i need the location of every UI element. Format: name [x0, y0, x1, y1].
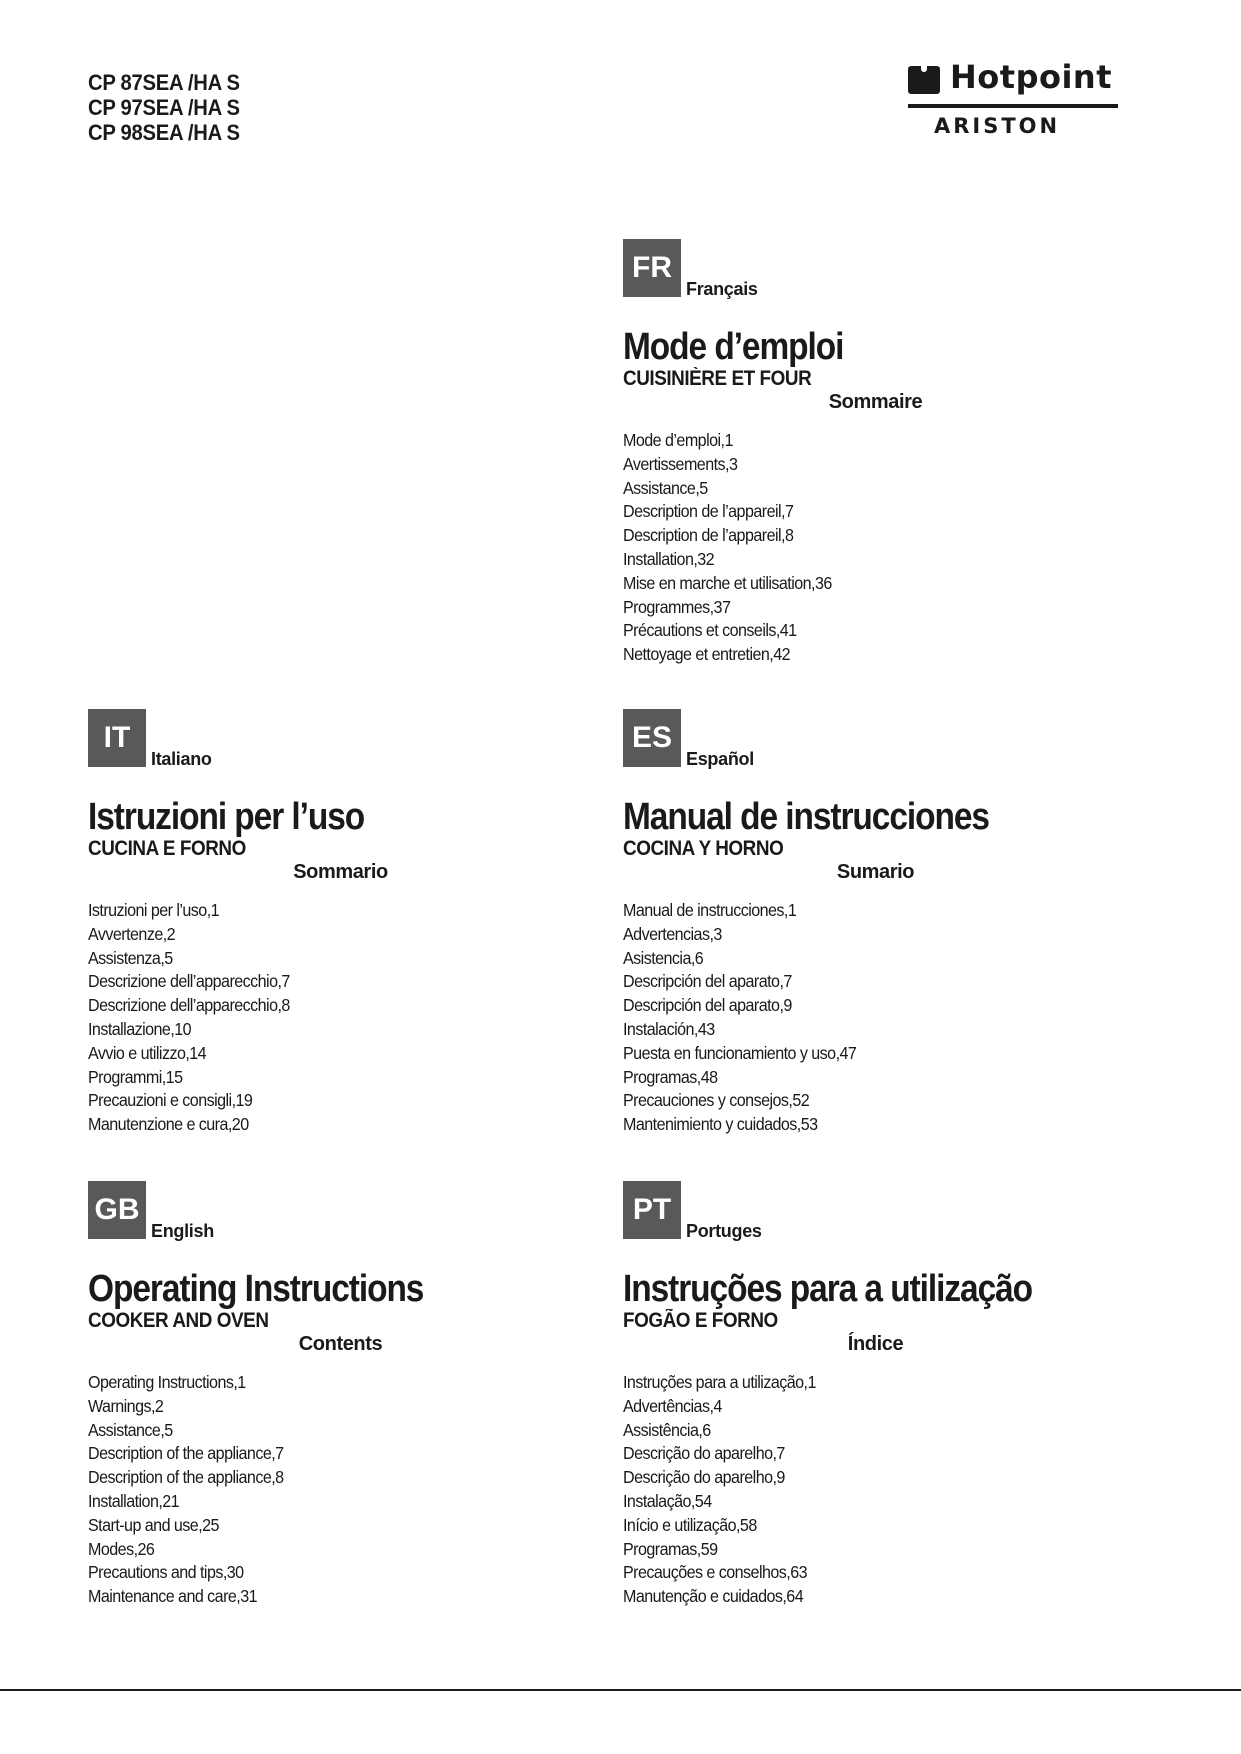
language-badge: FR	[623, 239, 681, 297]
toc-item[interactable]: Modes,26	[88, 1538, 155, 1559]
toc-item[interactable]: Warnings,2	[88, 1395, 164, 1416]
section-subtitle: COCINA Y HORNO	[623, 837, 784, 860]
toc-item[interactable]: Description of the appliance,8	[88, 1467, 284, 1488]
toc-heading: Sommario	[293, 861, 388, 883]
toc-item[interactable]: Maintenance and care,31	[88, 1586, 258, 1607]
toc-item[interactable]: Avvio e utilizzo,14	[88, 1042, 207, 1063]
toc-item[interactable]: Precauzioni e consigli,19	[88, 1090, 253, 1111]
toc-heading: Índice	[847, 1333, 904, 1355]
model-number: CP 87SEA /HA S	[88, 70, 240, 95]
toc-item[interactable]: Mode d’emploi,1	[623, 430, 733, 450]
table-of-contents	[88, 1371, 284, 1609]
toc-item[interactable]: Instalación,43	[623, 1018, 715, 1039]
toc-item[interactable]: Descripción del aparato,9	[623, 995, 792, 1016]
toc-item[interactable]: Description de l’appareil,8	[623, 525, 794, 546]
section-subtitle: CUCINA E FORNO	[88, 837, 246, 860]
toc-item[interactable]: Assistance,5	[623, 477, 708, 498]
table-of-contents	[623, 1371, 816, 1609]
toc-item[interactable]: Assistenza,5	[88, 947, 173, 968]
brand-sub: ARISTON	[934, 114, 1061, 138]
toc-item[interactable]: Descrizione dell’apparecchio,8	[88, 995, 290, 1016]
toc-heading: Sumario	[836, 861, 915, 883]
toc-heading: Contents	[298, 1333, 383, 1355]
toc-item[interactable]: Precautions and tips,30	[88, 1562, 244, 1583]
language-badge: ES	[623, 709, 681, 767]
logo-divider	[908, 104, 1118, 108]
toc-item[interactable]: Operating Instructions,1	[88, 1372, 246, 1392]
toc-item[interactable]: Descrição do aparelho,7	[623, 1443, 785, 1464]
toc-item[interactable]: Manutenzione e cura,20	[88, 1114, 249, 1135]
toc-item[interactable]: Advertências,4	[623, 1395, 722, 1416]
toc-item[interactable]: Assistance,5	[88, 1419, 173, 1440]
toc-item[interactable]: Description de l’appareil,7	[623, 501, 794, 522]
toc-item[interactable]: Descripción del aparato,7	[623, 971, 792, 992]
section-subtitle: COOKER AND OVEN	[88, 1309, 269, 1332]
toc-item[interactable]: Installation,32	[623, 548, 715, 569]
toc-item[interactable]: Mise en marche et utilisation,36	[623, 572, 832, 593]
section-title: Istruzioni per l’uso	[88, 796, 365, 838]
toc-item[interactable]: Asistencia,6	[623, 947, 704, 968]
toc-item[interactable]: Advertencias,3	[623, 923, 722, 944]
toc-heading: Sommaire	[828, 391, 923, 413]
toc-item[interactable]: Précautions et conseils,41	[623, 620, 797, 641]
toc-item[interactable]: Start-up and use,25	[88, 1514, 219, 1535]
toc-item[interactable]: Installazione,10	[88, 1018, 192, 1039]
toc-item[interactable]: Avvertenze,2	[88, 923, 176, 944]
brand-logo	[908, 58, 1118, 142]
toc-item[interactable]: Puesta en funcionamiento y uso,47	[623, 1042, 857, 1063]
model-number: CP 98SEA /HA S	[88, 120, 240, 145]
brand-name: Hotpoint	[950, 58, 1112, 96]
language-name: Portuges	[686, 1221, 762, 1241]
toc-item[interactable]: Mantenimiento y cuidados,53	[623, 1114, 818, 1135]
toc-item[interactable]: Instalação,54	[623, 1490, 712, 1511]
toc-item[interactable]: Programmes,37	[623, 596, 731, 617]
section-subtitle: CUISINIÈRE ET FOUR	[623, 367, 812, 390]
toc-item[interactable]: Programas,59	[623, 1538, 718, 1559]
language-name: Français	[686, 279, 758, 299]
table-of-contents	[623, 899, 856, 1137]
language-name: Español	[686, 749, 754, 769]
toc-item[interactable]: Description of the appliance,7	[88, 1443, 284, 1464]
language-name: English	[151, 1221, 214, 1241]
toc-item[interactable]: Assistência,6	[623, 1419, 711, 1440]
model-number: CP 97SEA /HA S	[88, 95, 240, 120]
section-title: Operating Instructions	[88, 1268, 424, 1310]
language-name: Italiano	[151, 749, 212, 769]
language-badge: GB	[88, 1181, 146, 1239]
section-title: Manual de instrucciones	[623, 796, 989, 838]
section-title: Mode d’emploi	[623, 326, 844, 368]
toc-item[interactable]: Istruzioni per l’uso,1	[88, 900, 220, 920]
toc-item[interactable]: Programmi,15	[88, 1066, 183, 1087]
section-subtitle: FOGÃO E FORNO	[623, 1309, 778, 1332]
toc-item[interactable]: Avertissements,3	[623, 453, 738, 474]
hotpoint-logo-icon	[908, 66, 940, 94]
toc-item[interactable]: Instruções para a utilização,1	[623, 1372, 816, 1392]
toc-item[interactable]: Manual de instrucciones,1	[623, 900, 797, 920]
model-list	[88, 70, 240, 145]
footer-divider	[0, 1689, 1241, 1691]
toc-item[interactable]: Precauções e conselhos,63	[623, 1562, 807, 1583]
section-title: Instruções para a utilização	[623, 1268, 1033, 1310]
language-badge: IT	[88, 709, 146, 767]
toc-item[interactable]: Installation,21	[88, 1490, 180, 1511]
toc-item[interactable]: Descrizione dell’apparecchio,7	[88, 971, 290, 992]
toc-item[interactable]: Descrição do aparelho,9	[623, 1467, 785, 1488]
toc-item[interactable]: Programas,48	[623, 1066, 718, 1087]
language-badge: PT	[623, 1181, 681, 1239]
toc-item[interactable]: Início e utilização,58	[623, 1514, 757, 1535]
toc-item[interactable]: Manutenção e cuidados,64	[623, 1586, 804, 1607]
toc-item[interactable]: Precauciones y consejos,52	[623, 1090, 810, 1111]
table-of-contents	[623, 429, 832, 667]
toc-item[interactable]: Nettoyage et entretien,42	[623, 644, 791, 665]
table-of-contents	[88, 899, 290, 1137]
